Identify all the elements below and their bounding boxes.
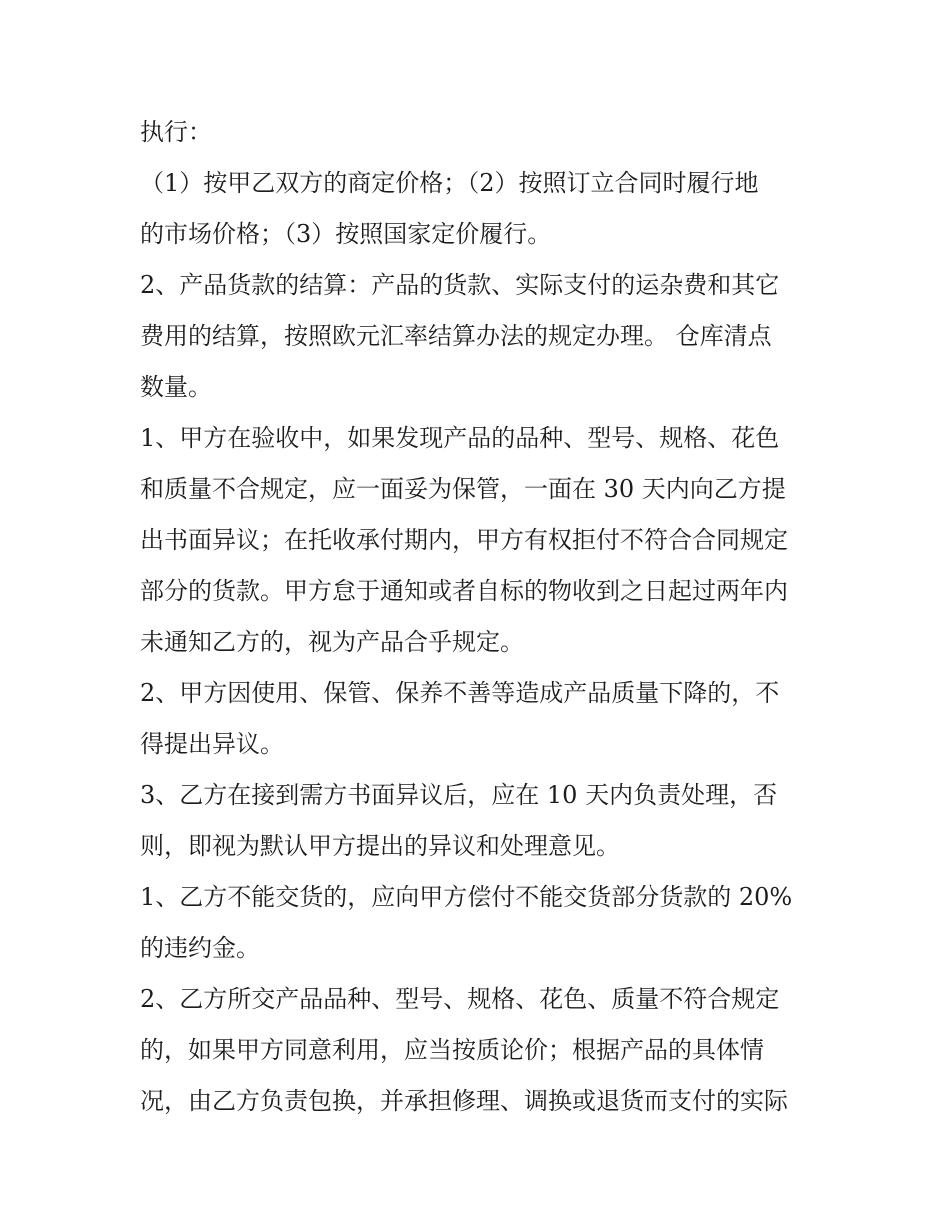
text-line: 出书面异议；在托收承付期内，甲方有权拒付不符合合同规定 [140,526,788,554]
text-line: 的，如果甲方同意利用，应当按质论价；根据产品的具体情 [140,1036,764,1064]
text-line: 的违约金。 [140,934,260,962]
document-body [140,107,820,1127]
text-line: 1、乙方不能交货的，应向甲方偿付不能交货部分货款的 20% [140,883,793,911]
text-line: 则，即视为默认甲方提出的异议和处理意见。 [140,832,620,860]
text-line: 况，由乙方负责包换，并承担修理、调换或退货而支付的实际 [140,1087,788,1115]
text-line: 3、乙方在接到需方书面异议后，应在 10 天内负责处理，否 [140,781,778,809]
text-line: 数量。 [140,373,212,401]
text-line: 的市场价格；（3）按照国家定价履行。 [140,220,552,248]
text-line: 未通知乙方的，视为产品合乎规定。 [140,628,524,656]
text-line: 2、甲方因使用、保管、保养不善等造成产品质量下降的，不 [140,679,780,707]
text-line: 2、产品货款的结算：产品的货款、实际支付的运杂费和其它 [140,271,780,299]
text-line: （1）按甲乙双方的商定价格；（2）按照订立合同时履行地 [140,169,759,197]
text-line: 部分的货款。甲方怠于通知或者自标的物收到之日起过两年内 [140,577,788,605]
text-line: 和质量不合规定，应一面妥为保管，一面在 30 天内向乙方提 [140,475,786,503]
text-line: 2、乙方所交产品品种、型号、规格、花色、质量不符合规定 [140,985,780,1013]
text-line: 执行： [140,118,212,146]
text-line: 1、甲方在验收中，如果发现产品的品种、型号、规格、花色 [140,424,780,452]
text-line: 得提出异议。 [140,730,284,758]
text-line: 费用的结算，按照欧元汇率结算办法的规定办理。 仓库清点 [140,322,772,350]
